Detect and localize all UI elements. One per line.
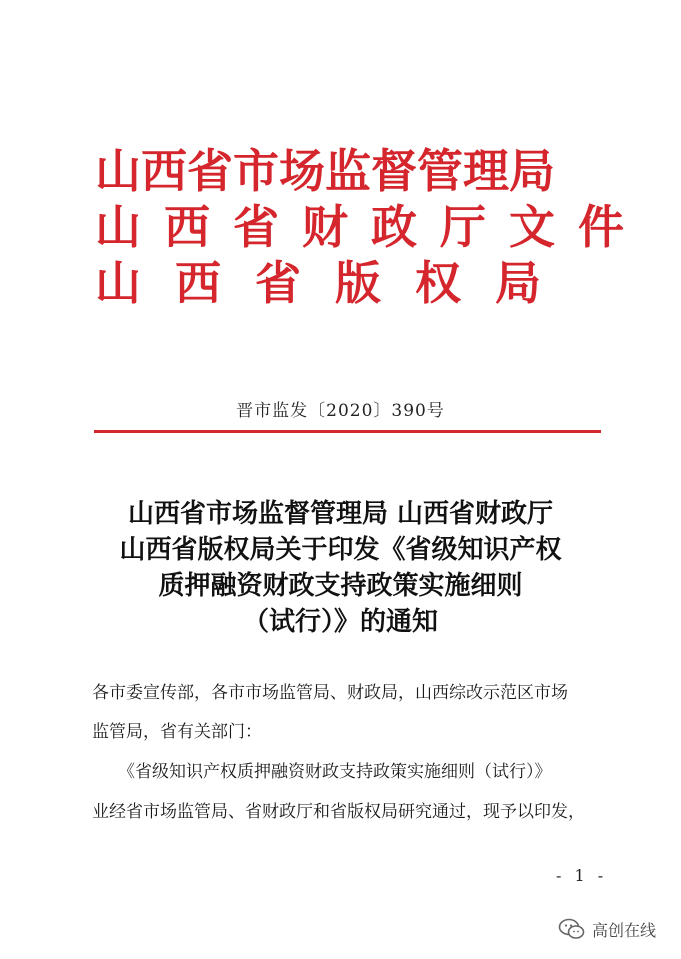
body-line-addressees: 各市委宣传部，各市市场监管局、财政局，山西综改示范区市场	[92, 683, 568, 703]
body-line-paragraph-start: 《省级知识产权质押融资财政支持政策实施细则（试行）》	[118, 762, 552, 782]
source-watermark	[558, 915, 656, 943]
title-line-3: 质押融资财政支持政策实施细则	[158, 571, 523, 601]
document-number: 晋市监发〔2020〕390号	[236, 401, 445, 421]
header-line-3: 山西省版权局	[95, 256, 575, 310]
body-line-addressees-cont: 监管局，省有关部门：	[92, 722, 262, 742]
wechat-icon	[558, 917, 586, 941]
body-line-paragraph-cont: 业经省市场监管局、省财政厅和省版权局研究通过，现予以印发，	[92, 802, 585, 822]
header-line-2: 山西省财政厅文件	[95, 200, 647, 254]
header-line-1: 山西省市场监督管理局	[95, 144, 555, 198]
issuing-authorities-header	[95, 143, 647, 311]
notice-title	[0, 496, 681, 640]
title-line-2: 山西省版权局关于印发《省级知识产权	[119, 535, 562, 565]
title-line-4: （试行）》的通知	[242, 607, 438, 637]
page-number: - 1 -	[556, 866, 608, 885]
watermark-text: 高创在线	[592, 920, 657, 940]
red-divider-line	[94, 430, 601, 433]
title-line-1: 山西省市场监督管理局 山西省财政厅	[127, 499, 554, 529]
